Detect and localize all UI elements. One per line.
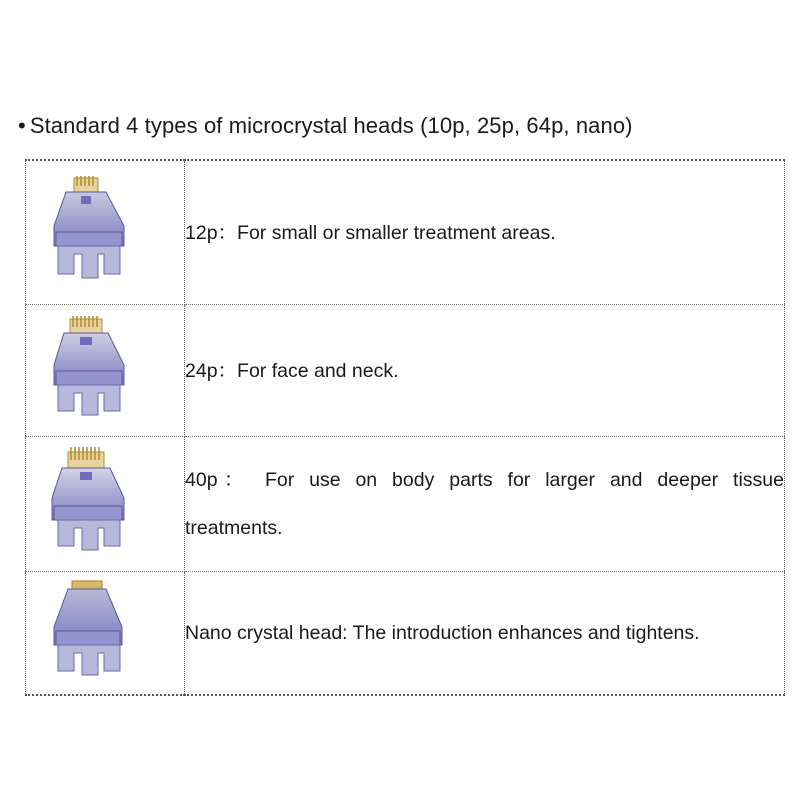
section-heading	[18, 113, 633, 139]
image-cell	[26, 572, 185, 696]
description-12p: 12p：For small or smaller treatment areas.	[185, 160, 785, 305]
description-40p: 40p： For use on body parts for larger and deeper tissue treatments.	[185, 437, 785, 572]
table-row	[26, 437, 785, 572]
table-row	[26, 305, 785, 437]
bullet: •	[18, 113, 26, 138]
heads-table	[25, 159, 785, 696]
description-nano: Nano crystal head: The introduction enhances and tightens.	[185, 622, 700, 644]
image-cell	[26, 160, 185, 305]
image-cell	[26, 437, 185, 572]
image-cell	[26, 305, 185, 437]
microcrystal-head-24p-icon	[48, 315, 128, 427]
heading-text: Standard 4 types of microcrystal heads (10p, 25p, 64p, nano)	[29, 113, 633, 138]
table-row	[26, 572, 785, 696]
table-row	[26, 160, 785, 305]
nano-crystal-head-icon	[48, 579, 128, 687]
microcrystal-head-12p-icon	[48, 174, 128, 292]
microcrystal-head-40p-icon	[48, 446, 128, 562]
description-24p: 24p：For face and neck.	[185, 305, 785, 437]
